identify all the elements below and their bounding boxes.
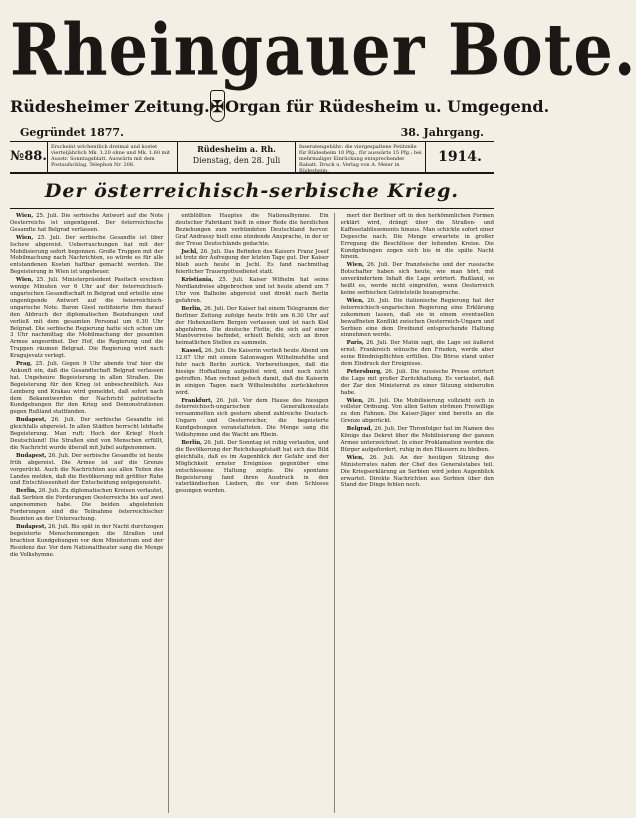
coat-of-arms-icon: ✠: [210, 90, 225, 122]
paragraph: Wien, 26. Juli. An der heutigen Sitzung des Ministerrates nahm der Chef des Generalstabes teil. Die Kriegserklärung an Serbien wird jeden Augenblick erwartet. Direkte Nachrichten aus Serbien über den Stand der Dinge fehlen noch.: [340, 454, 494, 489]
column-2: [175, 213, 334, 813]
paragraph: mert der Berliner oft in den herkömmlichen Formen erklärt wird, drängt über die Straßen- und Kaffeeetablissements hinaus. Man schickte sofort einer Depesche nach. Die Menge erwartete in großer Erregung die Beschlüsse der leitenden Kreise. Die Kundgebungen zogen sich bis in die späte Nacht hinein.: [340, 213, 494, 261]
paragraph: Petersburg, 26. Juli. Die russische Presse erörtert die Lage mit großer Zurückhaltung. Es verlautet, daß der Zar den Ministerrat zu einer Sitzung einberufen habe.: [340, 368, 494, 396]
paragraph: Kristiania, 25. Juli. Kaiser Wilhelm hat seine Nordlandreise abgebrochen und ist heute abend um 7 Uhr von Balholm abgereist und direkt nach Berlin gefahren.: [175, 277, 329, 304]
masthead: [10, 8, 636, 142]
subtitle-row: [10, 90, 550, 122]
paragraph: entblößten Hauptes die Nationalhymne. Ein deutscher Fabrikant hielt in einer Rede die herzlichen Beziehungen zum verbündeten Deutschland hervor. Graf Andrassy hielt eine zündende Ansprache, in der er der Treue Deutschlands gedachte.: [175, 213, 329, 247]
paragraph: Frankfurt, 26. Juli. Vor dem Hause des hiesigen österreichisch-ungarischen Generalkonsulats versammelten sich gestern abend zahlreiche Deutsch-Ungarn und Oesterreicher, die begeisterte Kundgebungen veranstalteten. Die Menge sang die Volkshymne und die Wacht am Rhein.: [175, 397, 329, 439]
paragraph: Berlin, 26. Juli. Zu diplomatischen Kreisen verlautet, daß Serbien die Forderungen Oesterreichs bis auf zwei angenommen habe. Die beiden abgelehnten Forderungen sind die Teilnahme österreichischer Beamten an der Untersuchung.: [10, 488, 164, 522]
paragraph: Wien, 26. Juli. Die italienische Regierung hat der österreichisch-ungarischen Regierung eine Erklärung zukommen lassen, daß sie in einem eventuellen bewaffneten Konflikt zwischen Oesterreich-Ungarn und Serbien eine dem Dreibund entsprechende Haltung einnehmen werde.: [340, 297, 494, 339]
article-columns: [10, 213, 494, 813]
newspaper-title: Rheingauer Bote.: [10, 8, 636, 92]
paragraph: Budapest, 26. Juli. Der serbische Gesandte ist gleichfalls abgereist. In allen Städten herrscht lebhafte Begeisterung. Man ruft: Hoch der Krieg! Hoch Deutschland! Die Straßen sind von Menschen erfüllt, die Nachricht wurde überall mit Jubel aufgenommen.: [10, 417, 164, 451]
paragraph: Paris, 26. Juli. Der Matin sagt, die Lage sei äußerst ernst. Frankreich wünsche den Frieden, werde aber seine Bündnispflichten erfüllen. Die Börse stand unter dem Eindruck der Ereignisse.: [340, 340, 494, 368]
issue-date-block: [178, 142, 296, 172]
subscription-info: Erscheint wöchentlich dreimal und kostet vierteljährlich Mk. 1.20 ohne und Mk. 1.60 mit Ausstr. Sonntagsblatt. Auswärts mit dem Postaufschlag. Telephon Nr. 208.: [48, 142, 178, 172]
issue-year: 1914.: [438, 149, 482, 165]
issue-number: №88.: [10, 142, 48, 172]
issue-place: Rüdesheim a. Rh.: [197, 144, 276, 154]
founded-year: Gegründet 1877.: [20, 126, 124, 139]
paragraph: Wien, 25. Juli. Die serbische Antwort auf die Note Oesterreichs ist ungenügend. Der österreichische Gesandte hat Belgrad verlassen.: [10, 213, 164, 233]
paragraph: Belgrad, 26. Juli. Der Thronfolger hat im Namen des Königs das Dekret über die Mobilisierung der ganzen Armee unterzeichnet. In einer Proklamation werden die Bürger aufgefordert, ruhig in den Häusern zu bleiben.: [340, 426, 494, 453]
column-3: [341, 213, 494, 813]
paragraph: Berlin, 26. Juli. Der Kaiser hat einem Telegramm der Berliner Zeitung zufolge heute früh um 6.30 Uhr auf der Hohenzollern Bergen verlassen und ist nach Kiel abgefahren. Die deutsche Flotte, die sich auf einer Manöverreise befindet, erhielt Befehl, sich an ihren heimatlichen Stellen zu sammeln.: [175, 305, 329, 347]
info-bar: [10, 142, 494, 174]
paragraph: Kassel, 26. Juli. Die Kaiserin verließ heute Abend um 12.07 Uhr mit einem Salonwagen Wilhelmshöhe und fuhr nach Berlin zurück. Vorbereitungen, daß die hiesige Hofhaltung aufgelöst wird, sind noch nicht getroffen. Man rechnet jedoch damit, daß die Kaiserin in einigen Tagen nach Wilhelmshöhe zurückkehren wird.: [175, 348, 329, 396]
subtitle-right: Organ für Rüdesheim u. Umgegend.: [225, 96, 550, 116]
paragraph: Wien, 26. Juli. Der französische und der russische Botschafter haben sich heute, wie man hört, mit unverändertem Inhalt die Lage erörtert. Rußland, so heißt es, werde nicht eingreifen, wenn Oesterreich keine serbischen Gebietsteile beanspruche.: [340, 262, 494, 296]
column-1: [10, 213, 169, 813]
paragraph: Wien, 25. Juli. Der serbische Gesandte ist über Ischew abgereist. Ueberraschungen hat mit der Mobilisierung sofort begonnen. Große Truppen mit der Mobilmachung nach Nachrichten, so würde es für alle entstandenen Kosten haftbar gemacht werden. Die Begeisterung in Wien ist ungeheuer.: [10, 234, 164, 276]
paragraph: Wien, 26. Juli. Die Mobilisierung vollzieht sich in vollster Ordnung. Von allen Seiten strömen Freiwillige zu den Fahnen. Die Kaiser-Jäger sind bereits an die Grenze abgerückt.: [340, 397, 494, 425]
advertising-info: Inseratengebühr: die viergespaltene Petitzeile für Rüdesheim 10 Pfg., für auswärts 15 Pfg.; bei mehrmaliger Einrückung entsprechender Rabatt. Druck u. Verlag von A. Meier in Rüdesheim.: [296, 142, 426, 172]
paragraph: Prag, 25. Juli. Gegen 9 Uhr abends traf hier die Ankunft ein, daß die Gesandtschaft Belgrad verlassen hat. Ungeheure Begeisterung in allen Straßen. Die Begeisterung für den Krieg ist unbeschreiblich. Aus Lemberg und Krakau wird gemeldet, daß sofort nach dem Bekanntwerden der Nachricht patriotische Kundgebungen für den Krieg und Demonstrationen gegen Rußland stattfanden.: [10, 361, 164, 416]
paragraph: Budapest, 26. Juli. Bis spät in der Nacht durchzogen begeisterte Menschenmengen die Straßen und brachten Kundgebungen vor dem Ministerium und der Residenz dar. Vor dem Nationaltheater sang die Menge die Volkshymne.: [10, 523, 164, 558]
founded-row: [10, 124, 494, 142]
paragraph: Jschl, 26. Juli. Das Befinden des Kaisers Franz Josef ist trotz der Aufregung der letzten Tage gut. Der Kaiser blieb auch heute in Jschl. Es fand nachmittag feierlicher Trauergottesdienst statt.: [175, 248, 329, 276]
volume-number: 38. Jahrgang.: [400, 126, 484, 139]
issue-date: Dienstag, den 28. Juli: [192, 156, 281, 165]
paragraph: Budapest, 26. Juli. Der serbische Gesandte ist heute früh abgereist. Die Armee ist auf die Grenze vorgerückt. Auch die Nachrichten aus allen Teilen des Landes melden, daß die Bevölkerung mit größter Ruhe und Entschlossenheit der Entscheidung entgegensieht.: [10, 452, 164, 487]
divider: [10, 208, 494, 209]
paragraph: Berlin, 26. Juli. Der Sonntag ist ruhig verlaufen, und die Bevölkerung der Reichshauptstadt hat sich das Bild gleichfalls, daß es im Augenblick der Gefahr und der Möglichkeit ernster Ereignisse gegenüber eine entschlossene Haltung zeigte. Die spontane Begeisterung fand ihren Ausdruck in den vaterländischen Liedern, die vor dem Schlosse gesungen wurden.: [175, 440, 329, 495]
paragraph: Wien, 25. Juli. Ministerpräsident Pasitsch erschien wenige Minuten vor 6 Uhr auf der österreichisch-ungarischen Gesandtschaft in Belgrad und erteilte eine ungenügende Antwort auf die österreichisch-ungarische Note. Baron Giesl notifizierte ihm darauf den Abbruch der diplomatischen Beziehungen und verließ mit dem gesamten Personal um 6.30 Uhr Belgrad. Die serbische Regierung hatte sich schon um 3 Uhr nachmittag die Mobilmachung der gesamten Armee angeordnet. Der Hof, die Regierung und die Truppen räumen Belgrad. Die Regierung wird nach Kragujevatz verlegt.: [10, 277, 164, 360]
subtitle-left: Rüdesheimer Zeitung.: [10, 96, 210, 116]
article-headline: Der österreichisch-serbische Krieg.: [44, 180, 460, 202]
